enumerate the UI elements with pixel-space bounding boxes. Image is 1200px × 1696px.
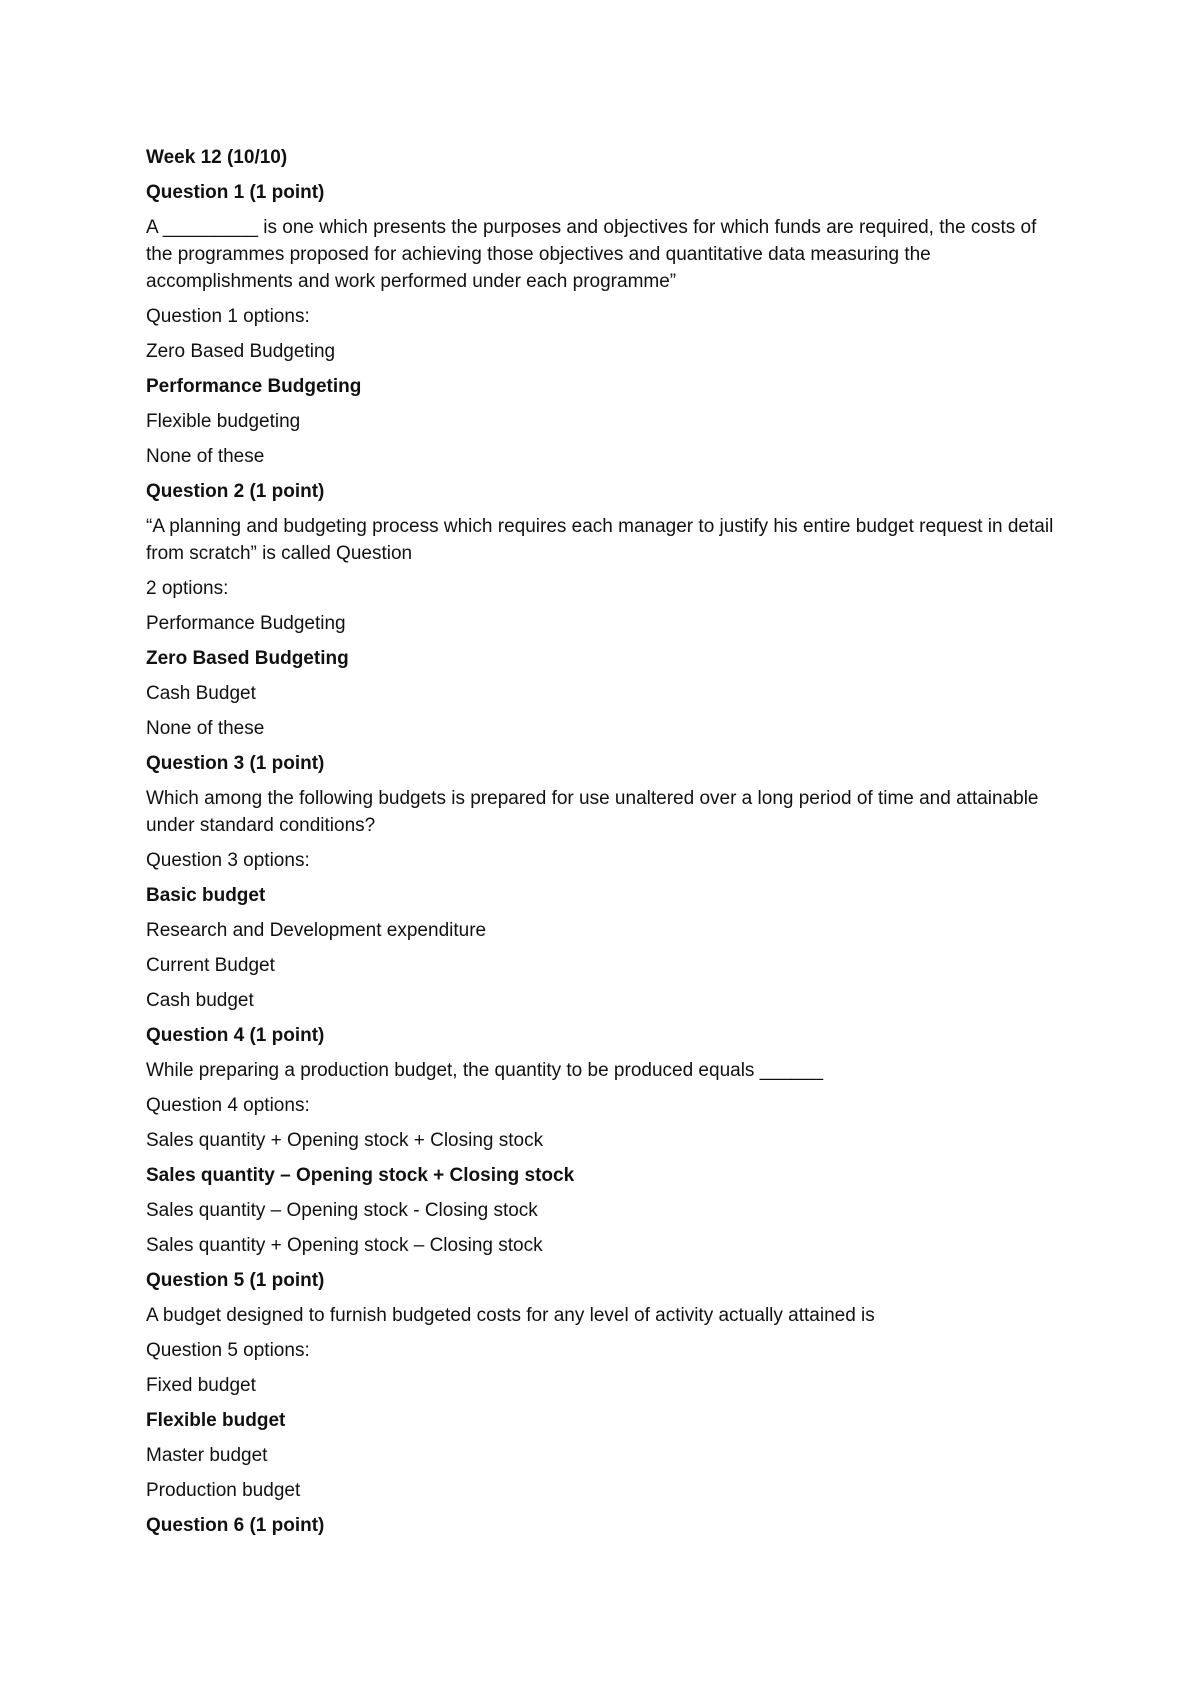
question-5-option: Master budget <box>146 1445 268 1466</box>
question-1-option: Flexible budgeting <box>146 411 301 432</box>
question-4-options-label: Question 4 options: <box>146 1095 310 1116</box>
question-2-option: None of these <box>146 718 265 739</box>
question-4-text: While preparing a production budget, the quantity to be produced equals ______ <box>146 1060 824 1081</box>
question-4-option: Sales quantity – Opening stock - Closing stock <box>146 1200 538 1221</box>
question-5-option: Production budget <box>146 1480 301 1501</box>
question-4-option: Sales quantity + Opening stock – Closing stock <box>146 1235 543 1256</box>
question-4-title: Question 4 (1 point) <box>146 1025 325 1046</box>
question-5-title: Question 5 (1 point) <box>146 1270 325 1291</box>
question-1-title: Question 1 (1 point) <box>146 182 325 203</box>
question-2-option: Cash Budget <box>146 683 256 704</box>
question-3-option: Research and Development expenditure <box>146 920 487 941</box>
question-1-text: A _________ is one which presents the purposes and objectives for which funds are required, the costs of the programmes proposed for achieving those objectives and quantitative data measuring the accomplishments and work performed under each programme” <box>146 217 1037 292</box>
question-5-option: Fixed budget <box>146 1375 256 1396</box>
question-1-option: None of these <box>146 446 265 467</box>
question-2-text: “A planning and budgeting process which requires each manager to justify his entire budget request in detail from scratch” is called Question <box>146 516 1054 564</box>
document-heading: Week 12 (10/10) <box>146 147 288 168</box>
question-3-text: Which among the following budgets is prepared for use unaltered over a long period of time and attainable under standard conditions? <box>146 788 1039 836</box>
question-6-title: Question 6 (1 point) <box>146 1515 325 1536</box>
question-1-option-answer: Performance Budgeting <box>146 376 362 397</box>
question-3-option-answer: Basic budget <box>146 885 266 906</box>
question-2-option: Performance Budgeting <box>146 613 346 634</box>
question-4-option: Sales quantity + Opening stock + Closing stock <box>146 1130 544 1151</box>
question-5-option-answer: Flexible budget <box>146 1410 286 1431</box>
question-5-text: A budget designed to furnish budgeted costs for any level of activity actually attained is <box>146 1305 875 1326</box>
question-3-option: Current Budget <box>146 955 275 976</box>
question-1-option: Zero Based Budgeting <box>146 341 336 362</box>
question-2-options-label: 2 options: <box>146 578 229 599</box>
document-content <box>146 144 1066 1547</box>
question-1-options-label: Question 1 options: <box>146 306 310 327</box>
question-5-options-label: Question 5 options: <box>146 1340 310 1361</box>
question-3-title: Question 3 (1 point) <box>146 753 325 774</box>
question-3-options-label: Question 3 options: <box>146 850 310 871</box>
question-2-title: Question 2 (1 point) <box>146 481 325 502</box>
question-3-option: Cash budget <box>146 990 254 1011</box>
question-4-option-answer: Sales quantity – Opening stock + Closing stock <box>146 1165 575 1186</box>
question-2-option-answer: Zero Based Budgeting <box>146 648 349 669</box>
